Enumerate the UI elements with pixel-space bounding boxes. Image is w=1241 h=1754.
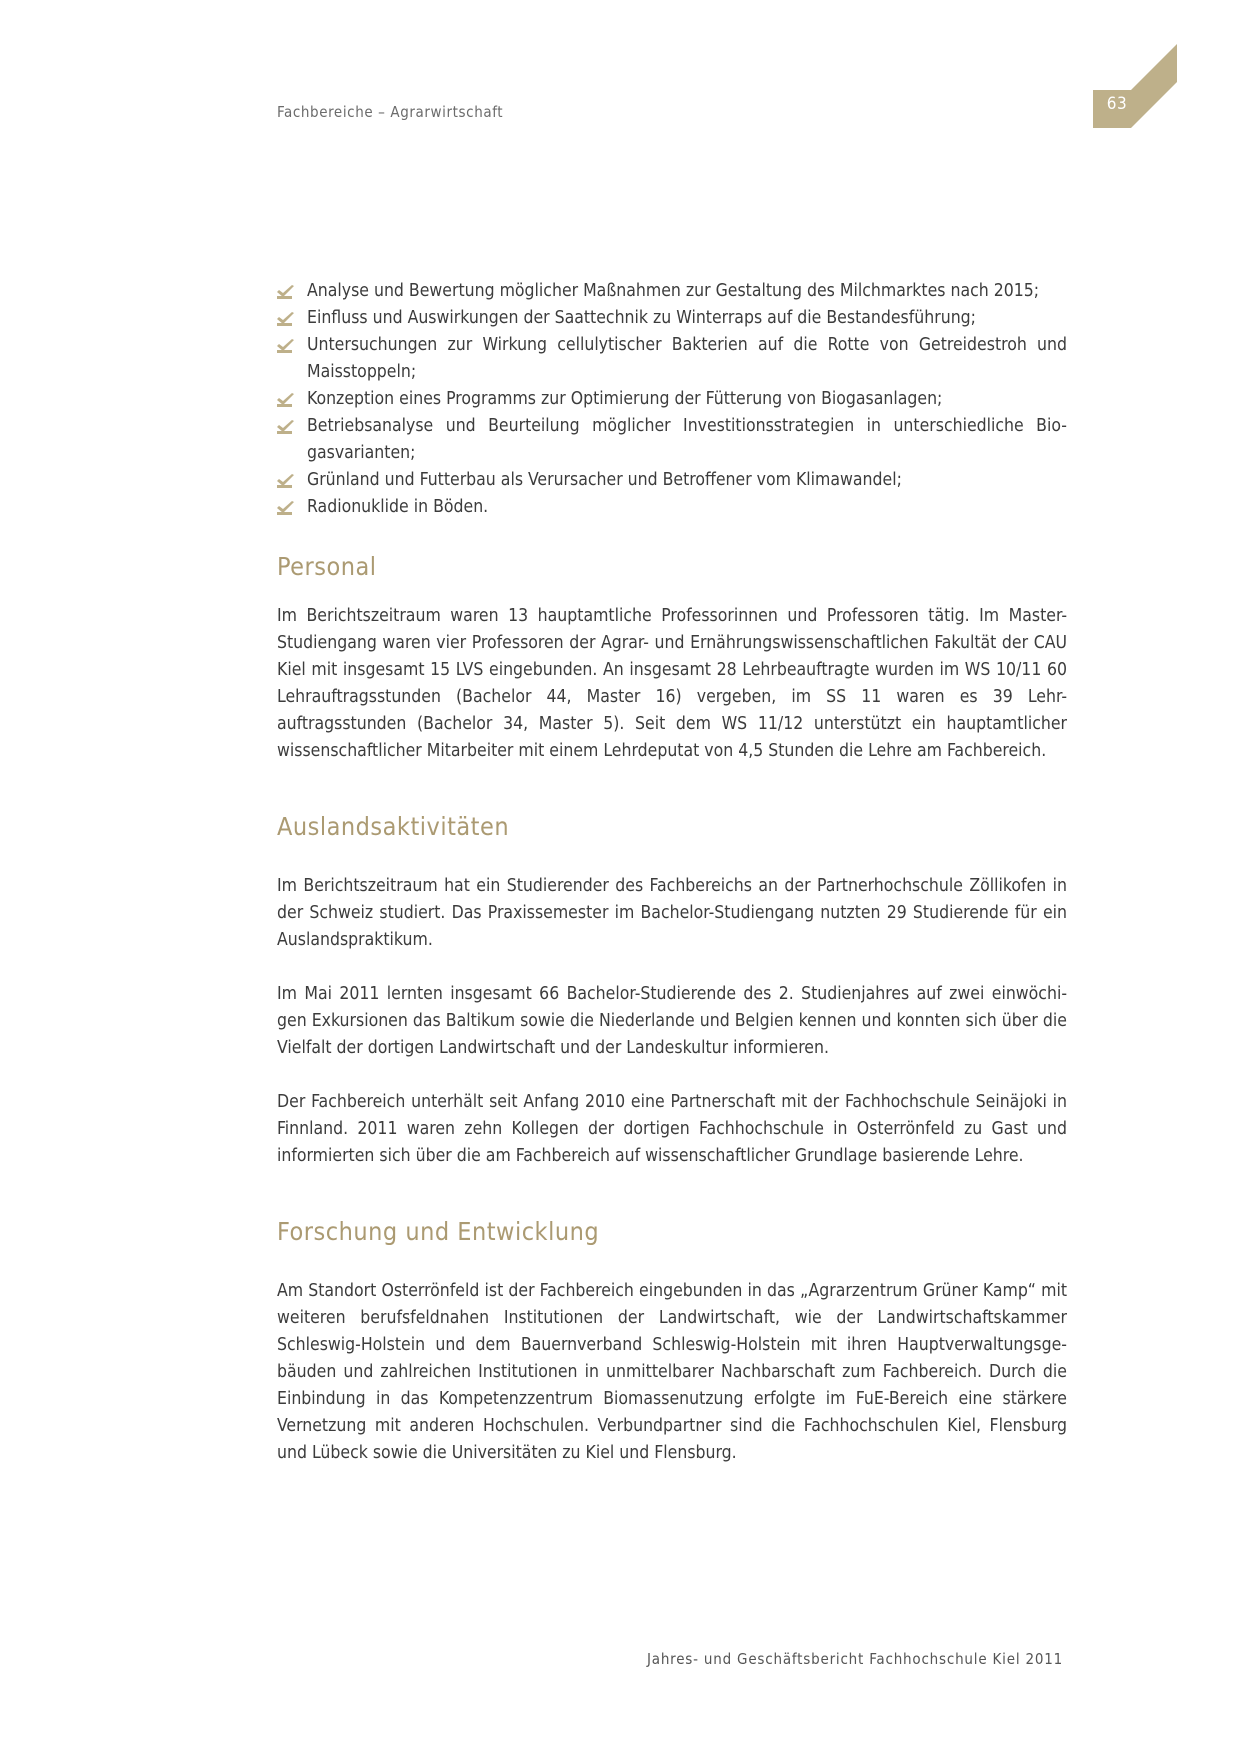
topic-text: Untersuchungen zur Wirkung cellulytischer Bakterien auf die Rotte von Getreidestroh und Maisstoppeln;	[307, 335, 1067, 382]
checkmark-bullet-icon	[277, 474, 295, 488]
paragraph-personal: Im Berichtszeitraum waren 13 hauptamtliche Professorinnen und Professoren tätig. Im Master-Studiengang waren vier Professoren der Agrar- und Ernährungswissenschaftlichen Fakultät der CAU Kiel mit insgesamt 15 LVS eingebunden. An insgesamt 28 Lehrbeauftragte wurden im WS 10/11 60 Lehrauftragsstunden (Bachelor 44, Master 16) vergeben, im SS 11 waren es 39 Lehr-auftragsstunden (Bachelor 34, Master 5). Seit dem WS 11/12 unterstützt ein hauptamtlicher wissenschaftlicher Mitarbeiter mit einem Lehrdeputat von 4,5 Stunden die Lehre am Fachbereich.	[277, 606, 1067, 761]
section-title-forschung: Forschung und Entwicklung	[277, 1217, 600, 1246]
topic-text: Betriebsanalyse und Beurteilung möglicher Investitionsstrategien in unterschiedliche Bio-gasvarianten;	[307, 416, 1067, 463]
topic-text: Grünland und Futterbau als Verursacher und Betroffener vom Klimawandel;	[307, 470, 902, 490]
checkmark-bullet-icon	[277, 501, 295, 515]
topics-list	[277, 278, 1067, 521]
running-header: Fachbereiche – Agrarwirtschaft	[277, 103, 504, 121]
checkmark-bullet-icon	[277, 312, 295, 326]
section-title-personal: Personal	[277, 552, 377, 581]
checkmark-bullet-icon	[277, 420, 295, 434]
topic-text: Einfluss und Auswirkungen der Saattechnik zu Winterraps auf die Bestandesführung;	[307, 308, 976, 328]
checkmark-bullet-icon	[277, 393, 295, 407]
list-item	[277, 278, 1067, 305]
paragraph-ausland-1: Im Berichtszeitraum hat ein Studierender des Fachbereichs an der Partnerhochschule Zöllikofen in der Schweiz studiert. Das Praxissemester im Bachelor-Studiengang nutzten 29 Studierende für ein Auslandspraktikum.	[277, 876, 1067, 950]
page-tab-shape	[1093, 44, 1177, 128]
paragraph-forschung: Am Standort Osterrönfeld ist der Fachbereich eingebunden in das „Agrarzentrum Grüner Kamp“ mit weiteren berufsfeldnahen Institutionen der Landwirtschaft, wie der Landwirtschaftskammer Schleswig-Holstein und dem Bauernverband Schleswig-Holstein mit ihren Hauptverwaltungsge-bäuden und zahlreichen Institutionen in unmittelbarer Nachbarschaft zum Fachbereich. Durch die Einbindung in das Kompetenzzentrum Biomassenutzung erfolgte im FuE-Bereich eine stärkere Vernetzung mit anderen Hochschulen. Verbundpartner sind die Fachhochschulen Kiel, Flensburg und Lübeck sowie die Universitäten zu Kiel und Flensburg.	[277, 1281, 1067, 1463]
checkmark-bullet-icon	[277, 339, 295, 353]
footer-text: Jahres- und Geschäftsbericht Fachhochschule Kiel 2011	[646, 1650, 1063, 1668]
list-item	[277, 467, 1067, 494]
page-number-tab	[1093, 44, 1177, 128]
paragraph-ausland-3: Der Fachbereich unterhält seit Anfang 2010 eine Partnerschaft mit der Fachhochschule Seinäjoki in Finnland. 2011 waren zehn Kollegen der dortigen Fachhochschule in Osterrönfeld zu Gast und informierten sich über die am Fachbereich auf wissenschaftlicher Grundlage basierende Lehre.	[277, 1092, 1067, 1166]
section-title-auslandsaktivitaeten: Auslandsaktivitäten	[277, 812, 510, 841]
list-item	[277, 386, 1067, 413]
page-number: 63	[1106, 94, 1128, 114]
topic-text: Analyse und Bewertung möglicher Maßnahmen zur Gestaltung des Milchmarktes nach 2015;	[307, 281, 1040, 301]
list-item	[277, 413, 1067, 467]
main-content	[277, 278, 1067, 1467]
topic-text: Konzeption eines Programms zur Optimierung der Fütterung von Biogasanlagen;	[307, 389, 943, 409]
checkmark-bullet-icon	[277, 285, 295, 299]
paragraph-ausland-2: Im Mai 2011 lernten insgesamt 66 Bachelor-Studierende des 2. Studienjahres auf zwei einwöchi-gen Exkursionen das Baltikum sowie die Niederlande und Belgien kennen und konnten sich über die Vielfalt der dortigen Landwirtschaft und der Landeskultur informieren.	[277, 984, 1067, 1058]
list-item	[277, 305, 1067, 332]
topic-text: Radionuklide in Böden.	[307, 497, 489, 517]
list-item	[277, 332, 1067, 386]
list-item	[277, 494, 1067, 521]
